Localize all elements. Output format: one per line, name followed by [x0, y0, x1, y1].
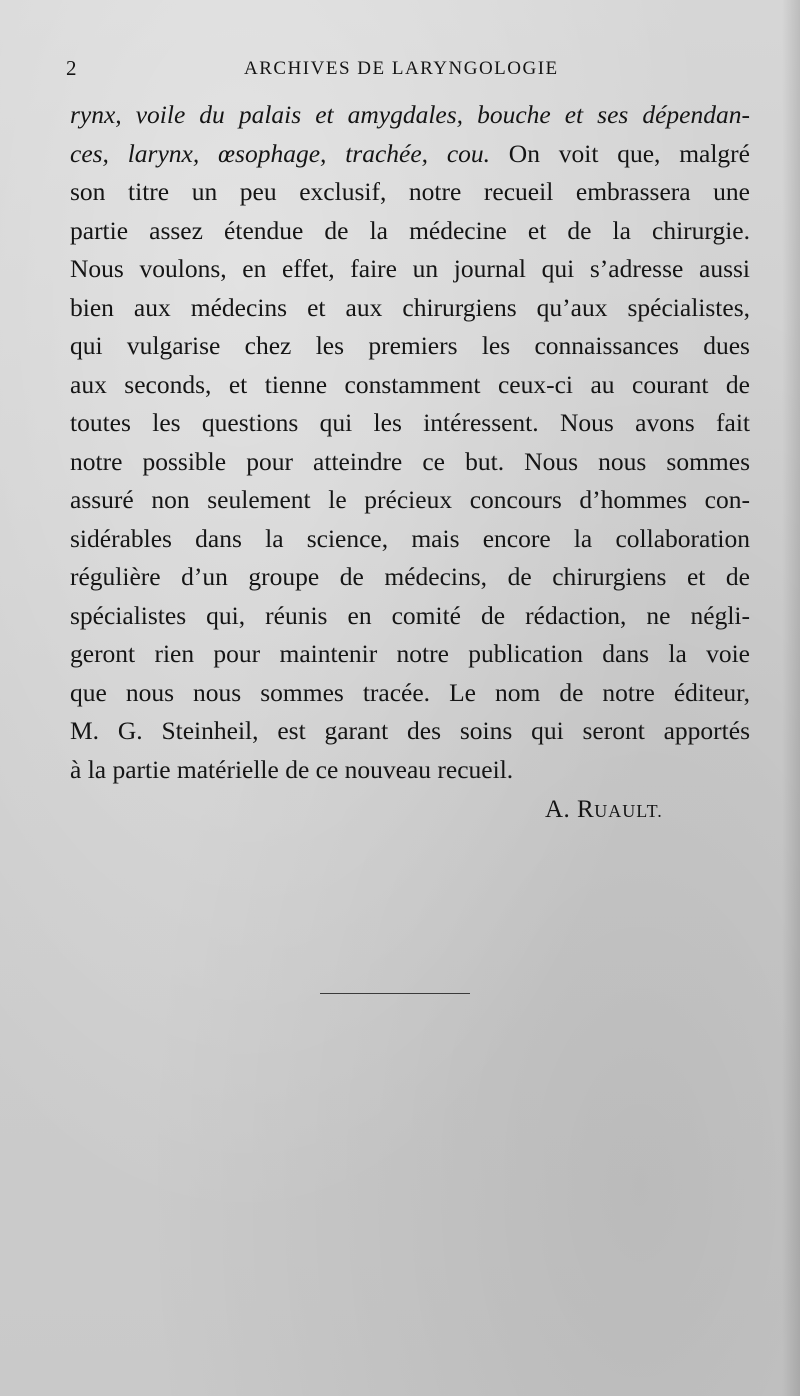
text-line: aux seconds, et tienne constamment ceux-ci au courant de: [70, 369, 750, 399]
text-line: geront rien pour maintenir notre publication dans la voie: [70, 639, 750, 668]
text-line: son titre un peu exclusif, notre recueil embrassera une: [70, 177, 750, 206]
text-line-roman-part: On voit que, malgré: [490, 138, 750, 168]
text-line: M. G. Steinheil, est garant des soins qui seront apportés: [70, 716, 750, 745]
text-line: que nous nous sommes tracée. Le nom de notre éditeur,: [70, 677, 750, 707]
page-number: 2: [66, 56, 78, 80]
text-line: rynx, voile du palais et amygdales, bouche et ses dépendan-: [70, 100, 750, 129]
text-line: Nous voulons, en effet, faire un journal qui s’adresse aussi: [70, 254, 750, 283]
running-title: ARCHIVES DE LARYNGOLOGIE: [244, 58, 559, 79]
running-head: [66, 56, 746, 86]
section-divider-rule: [320, 993, 470, 994]
page-edge-shadow: [782, 0, 800, 1396]
text-line: régulière d’un groupe de médecins, de chirurgiens et de: [70, 562, 750, 591]
text-line: notre possible pour atteindre ce but. Nous nous sommes: [70, 446, 750, 476]
text-line-italic-part: ces, larynx, œsophage, trachée, cou.: [70, 138, 491, 168]
text-line: assuré non seulement le précieux concours d’hommes con-: [70, 485, 750, 514]
signature-initial: A. R: [545, 796, 595, 823]
text-line: qui vulgarise chez les premiers les connaissances dues: [70, 331, 750, 360]
text-line: toutes les questions qui les intéressent. Nous avons fait: [70, 408, 750, 437]
author-signature: [545, 796, 663, 824]
signature-surname-rest: UAULT.: [594, 801, 663, 821]
body-paragraph: [70, 96, 750, 789]
text-line: sidérables dans la science, mais encore la collaboration: [70, 523, 750, 553]
text-line: spécialistes qui, réunis en comité de rédaction, ne négli-: [70, 600, 750, 630]
text-line: bien aux médecins et aux chirurgiens qu’aux spécialistes,: [70, 292, 750, 322]
text-line-last: à la partie matérielle de ce nouveau recueil.: [70, 754, 514, 784]
text-line: partie assez étendue de la médecine et de la chirurgie.: [70, 215, 750, 245]
text-line: [70, 135, 750, 174]
